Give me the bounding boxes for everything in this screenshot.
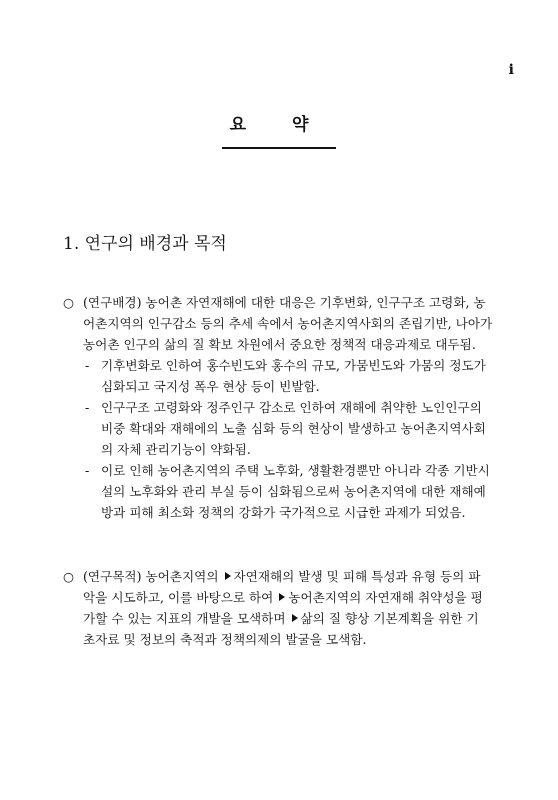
- purpose-line-4: 초자료 및 정보의 축적과 정책의제의 발굴을 모색함.: [83, 632, 367, 647]
- subpoint-2-line-1: - 인구구조 고령화와 정주인구 감소로 인하여 재해에 취약한 노인인구의: [85, 400, 482, 415]
- background-line-1: ○ (연구배경) 농어촌 자연재해에 대한 대응은 기후변화, 인구구조 고령화, 농: [63, 292, 513, 313]
- right-triangle-icon: [279, 593, 285, 601]
- purpose-line-2: 악을 시도하고, 이를 바탕으로 하여 농어촌지역의 자연재해 취약성을 평: [83, 590, 483, 605]
- purpose-line-3: 가할 수 있는 지표의 개발을 모색하며 삶의 질 향상 기본계획을 위한 기: [83, 611, 479, 626]
- subpoint-3-line-1: - 이로 인해 농어촌지역의 주택 노후화, 생활환경뿐만 아니라 각종 기반시: [85, 463, 490, 478]
- circle-bullet-icon: ○: [63, 295, 74, 310]
- background-line-2: 어촌지역의 인구감소 등의 추세 속에서 농어촌지역사회의 존립기반, 나아가: [83, 316, 493, 331]
- subpoint-3-line-2: 설의 노후화와 관리 부실 등이 심화됨으로써 농어촌지역에 대한 재해예: [101, 484, 486, 499]
- purpose-paragraph: [63, 566, 513, 650]
- subpoint-1-line-1: - 기후변화로 인하여 홍수빈도와 홍수의 규모, 가뭄빈도와 가뭄의 정도가: [85, 358, 486, 373]
- circle-bullet-icon: ○: [63, 569, 74, 584]
- subpoint-2-line-2: 비중 확대와 재해에의 노출 심화 등의 현상이 발생하고 농어촌지역사회: [101, 421, 486, 436]
- page-title: 요 약: [229, 115, 329, 135]
- subpoint-1-line-2: 심화되고 국지성 폭우 현상 등이 빈발함.: [101, 379, 320, 394]
- right-triangle-icon: [292, 614, 298, 622]
- right-triangle-icon: [225, 572, 231, 580]
- subpoint-3-line-3: 방과 피해 최소화 정책의 강화가 국가적으로 시급한 과제가 되었음.: [101, 505, 466, 520]
- purpose-line-1: ○ (연구목적) 농어촌지역의 자연재해의 발생 및 피해 특성과 유형 등의 파: [63, 566, 513, 587]
- page-number: i: [508, 62, 514, 78]
- title-underline: [222, 147, 336, 149]
- section-heading: 1. 연구의 배경과 목적: [63, 234, 227, 254]
- subpoint-2-line-3: 의 자체 관리기능이 약화됨.: [101, 442, 251, 457]
- background-line-3: 농어촌 인구의 삶의 질 확보 차원에서 중요한 정책적 대응과제로 대두됨.: [83, 337, 476, 352]
- background-paragraph: [63, 292, 513, 523]
